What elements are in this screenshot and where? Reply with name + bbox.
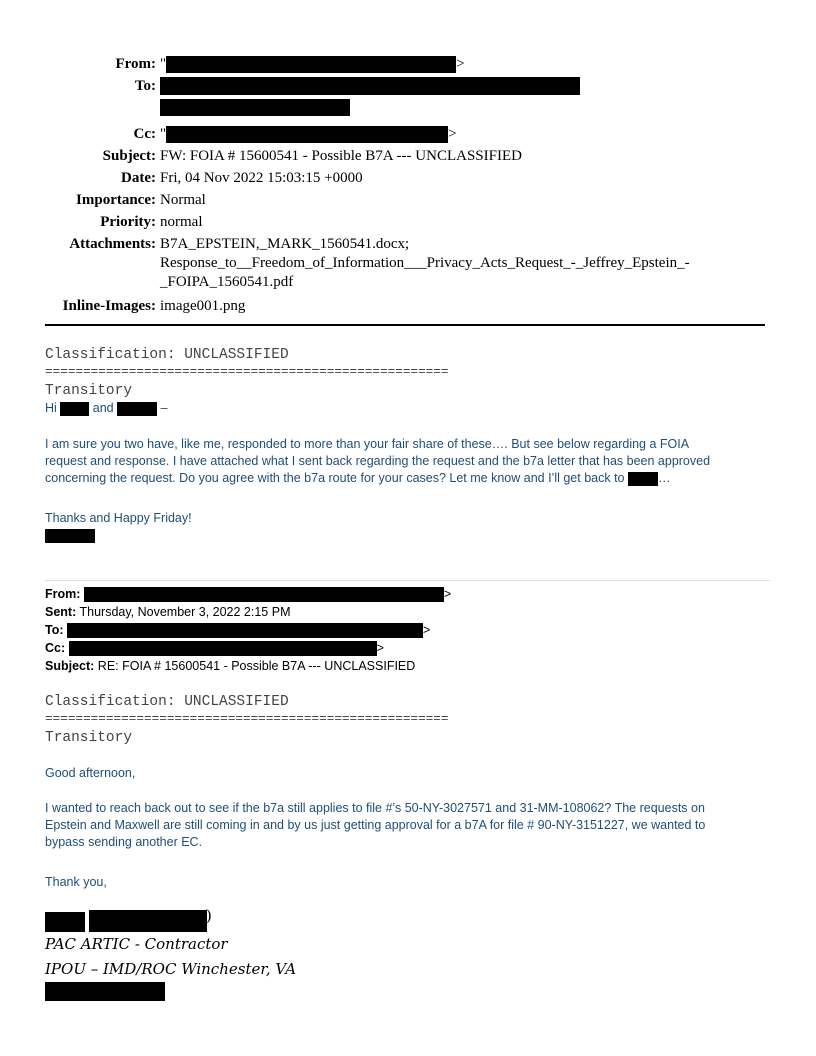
fwd-from-row [45, 585, 785, 603]
paragraph-ellipsis: … [658, 471, 671, 485]
fwd-subject-row [45, 657, 785, 675]
thanks-line: Thanks and Happy Friday! [45, 511, 192, 525]
redaction-block [45, 529, 95, 543]
classification-banner: Classification: UNCLASSIFIED [45, 347, 289, 363]
header-cc-row [0, 123, 816, 145]
cc-label: Cc: [133, 126, 156, 142]
paragraph-line-text: concerning the request. Do you agree with the b7a route for your cases? Let me know and I’ll get back to [45, 471, 625, 485]
inline-images-value[interactable]: image001.png [160, 298, 246, 314]
header-priority-row [0, 211, 816, 233]
from-value: " [160, 56, 167, 72]
classification-banner-2: Classification: UNCLASSIFIED [45, 694, 289, 710]
forwarded-header [45, 585, 785, 675]
attachment-pdf-line1[interactable]: Response_to__Freedom_of_Information___Privacy_Acts_Request_-_Jeffrey_Epstein_- [160, 255, 690, 271]
paragraph-line: bypass sending another EC. [45, 835, 203, 849]
message-paragraph-2 [45, 800, 795, 851]
paragraph-line: request and response. I have attached what I sent back regarding the request and the b7a letter that has been approved [45, 454, 711, 468]
fwd-cc-label: Cc: [45, 641, 66, 655]
subject-label: Subject: [102, 148, 156, 164]
cc-suffix: > [448, 126, 457, 142]
header-inline-images-row [0, 292, 816, 317]
header-date-row [0, 167, 816, 189]
from-suffix: > [456, 56, 465, 72]
paragraph-line: I am sure you two have, like me, responded to more than your fair share of these…. But see below regarding a FOIA [45, 437, 690, 451]
paragraph-line: Epstein and Maxwell are still coming in and by us just getting approval for a b7A for file # 90-NY-3151227, we wanted to [45, 818, 706, 832]
from-label: From: [115, 56, 156, 72]
header-importance-row [0, 189, 816, 211]
message-paragraph [45, 436, 785, 487]
redaction-block [84, 587, 444, 602]
header-attachments-row [0, 233, 816, 292]
redaction-block [60, 402, 89, 416]
fwd-to-row [45, 621, 785, 639]
signature-title: PAC ARTIC - Contractor [45, 935, 228, 953]
cc-value: " [160, 126, 167, 142]
redaction-block [45, 912, 85, 932]
fwd-to-label: To: [45, 623, 64, 637]
redaction-block [166, 56, 456, 73]
redaction-block [67, 623, 423, 638]
fwd-from-label: From: [45, 587, 81, 601]
transitory-label-2: Transitory [45, 730, 133, 746]
greeting-line [45, 400, 168, 417]
paragraph-line-3 [45, 470, 785, 487]
redaction-block [45, 982, 165, 1001]
redaction-block [160, 99, 350, 116]
header-to-row [0, 75, 816, 123]
attachments-label: Attachments: [69, 236, 156, 252]
fwd-from-suffix: > [443, 587, 452, 601]
redaction-block [166, 126, 448, 143]
paragraph-line: I wanted to reach back out to see if the b7a still applies to file #’s 50-NY-3027571 and 31-MM-108062? The requests on [45, 801, 705, 815]
priority-value: normal [160, 214, 203, 230]
redaction-block [69, 641, 377, 656]
fwd-cc-row [45, 639, 785, 657]
greeting-dash: – [160, 401, 168, 415]
fwd-cc-suffix: > [376, 641, 384, 655]
subject-value: FW: FOIA # 15600541 - Possible B7A --- UNCLASSIFIED [160, 148, 522, 164]
signature-office: IPOU – IMD/ROC Winchester, VA [45, 960, 297, 978]
redaction-block [628, 472, 658, 486]
date-label: Date: [121, 170, 156, 186]
fwd-to-suffix: > [423, 623, 431, 637]
greeting-2: Good afternoon, [45, 766, 136, 780]
header-from-row [0, 53, 816, 75]
greeting-and: and [92, 401, 114, 415]
fwd-subject-label: Subject: [45, 659, 95, 673]
signature-paren: ) [206, 907, 212, 924]
transitory-label: Transitory [45, 383, 133, 399]
attachment-docx[interactable]: B7A_EPSTEIN,_MARK_1560541.docx; [160, 236, 410, 252]
classification-divider: ===================================================== [45, 364, 449, 379]
attachment-pdf-line2[interactable]: _FOIPA_1560541.pdf [160, 274, 294, 290]
email-header [0, 53, 816, 317]
fwd-sent-value: Thursday, November 3, 2022 2:15 PM [79, 605, 291, 619]
greeting-hi: Hi [45, 401, 57, 415]
thank-you-line: Thank you, [45, 875, 107, 889]
classification-divider-2: ===================================================== [45, 711, 449, 726]
to-label: To: [134, 78, 156, 94]
fwd-sent-label: Sent: [45, 605, 77, 619]
importance-label: Importance: [76, 192, 156, 208]
importance-value: Normal [160, 192, 206, 208]
redaction-block [89, 910, 207, 932]
date-value: Fri, 04 Nov 2022 15:03:15 +0000 [160, 170, 363, 186]
fwd-subject-value: RE: FOIA # 15600541 - Possible B7A --- UNCLASSIFIED [97, 659, 416, 673]
priority-label: Priority: [100, 214, 156, 230]
redaction-block [117, 402, 157, 416]
forward-separator [45, 580, 770, 581]
redaction-block [160, 77, 580, 95]
header-divider [45, 324, 765, 326]
header-subject-row [0, 145, 816, 167]
inline-images-label: Inline-Images: [62, 298, 156, 314]
fwd-sent-row [45, 603, 785, 621]
